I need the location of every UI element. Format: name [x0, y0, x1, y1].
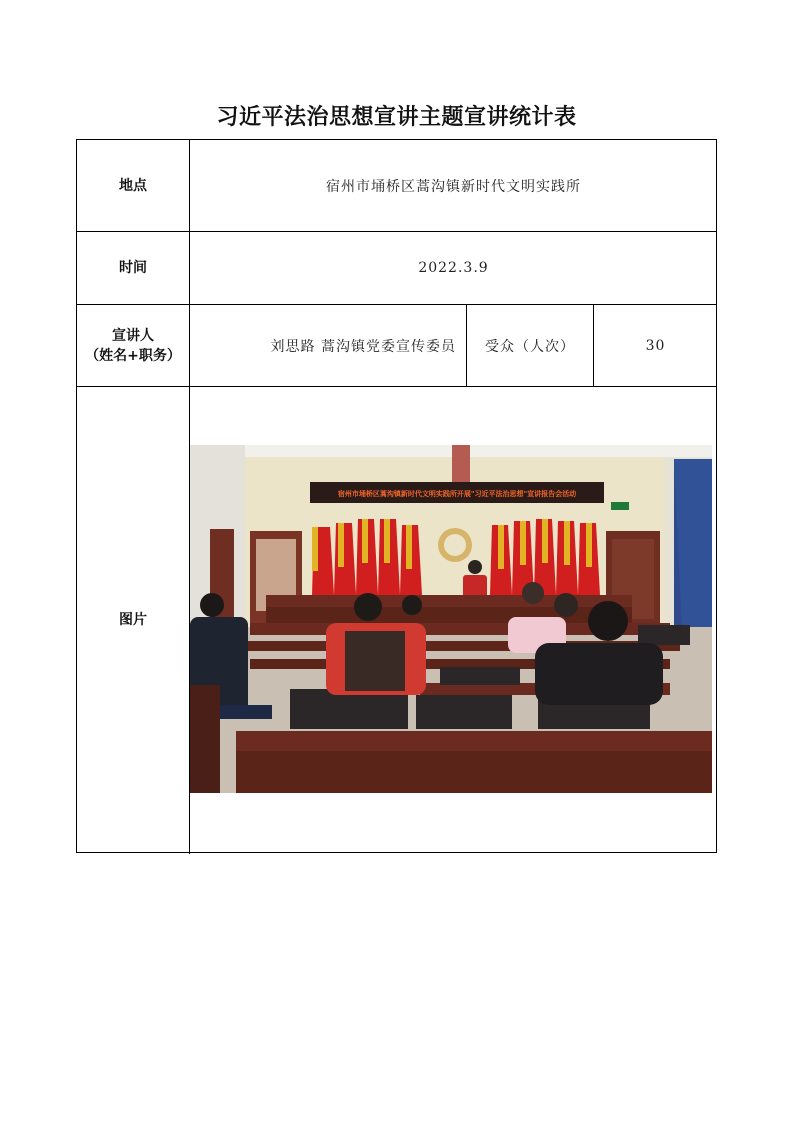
statistics-table	[76, 139, 717, 853]
led-banner-text: 宿州市埇桥区蒿沟镇新时代文明实践所开展"习近平法治思想"宣讲报告会活动	[337, 490, 577, 498]
page-title: 习近平法治思想宣讲主题宣讲统计表	[216, 105, 577, 130]
time-label: 时间	[119, 260, 147, 276]
location-label: 地点	[119, 177, 147, 194]
speaker-value: 刘思路 蒿沟镇党委宣传委员	[270, 338, 456, 355]
photo-label: 图片	[119, 612, 147, 628]
flags-left	[312, 519, 422, 595]
audience-label: 受众（人次）	[485, 338, 575, 355]
location-value: 宿州市埇桥区蒿沟镇新时代文明实践所	[326, 178, 581, 195]
time-value: 2022.3.9	[418, 260, 489, 276]
audience-value: 30	[645, 337, 666, 354]
speaker-label	[77, 305, 189, 386]
speaker-label-line2: （姓名+职务）	[85, 347, 181, 364]
event-photo	[190, 445, 712, 793]
flags-right	[490, 519, 600, 595]
speaker-label-line1: 宣讲人	[112, 327, 154, 344]
